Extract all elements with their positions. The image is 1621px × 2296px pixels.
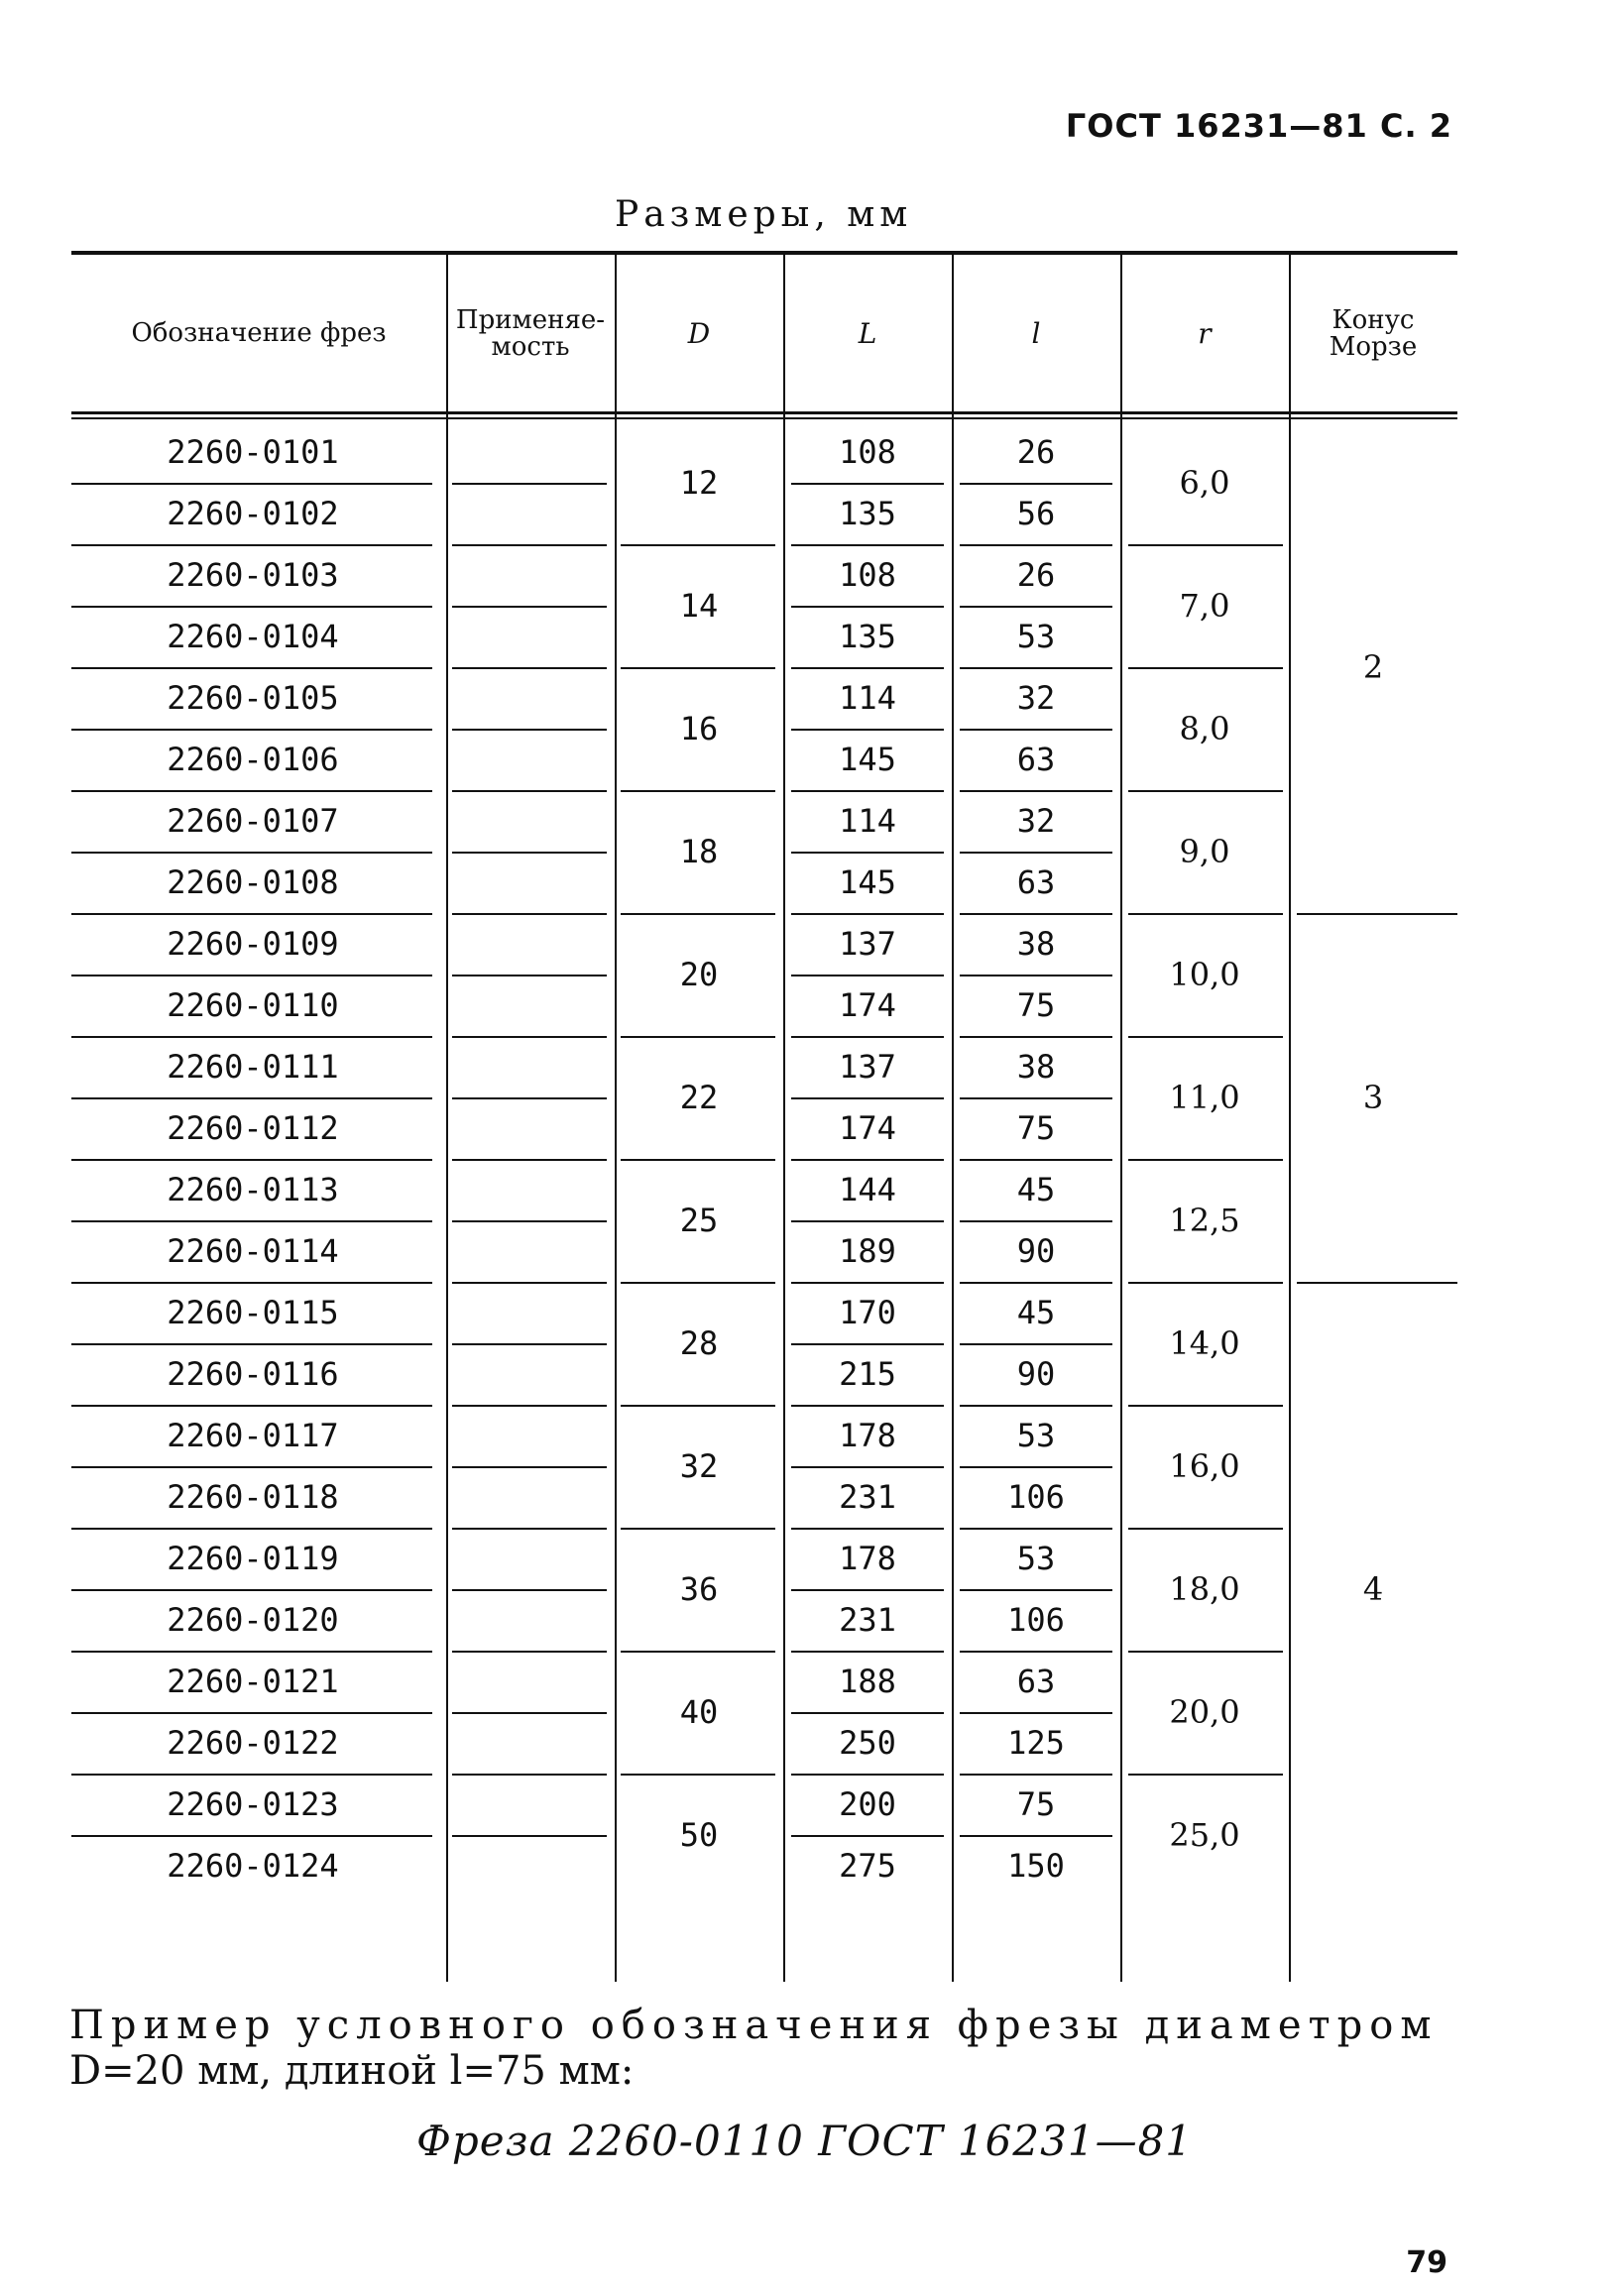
header-rule — [71, 411, 1457, 414]
designation-cell: 2260-0104 — [167, 618, 339, 655]
designation-cell: 2260-0118 — [167, 1478, 339, 1516]
L-cell: 200 — [839, 1785, 896, 1823]
designation-cell: 2260-0103 — [167, 556, 339, 594]
l-cell: 26 — [1016, 556, 1056, 594]
L-cell: 178 — [839, 1417, 896, 1454]
dimensions-table — [71, 243, 1457, 1966]
designation-cell: 2260-0120 — [167, 1601, 339, 1639]
page-number: 79 — [1406, 2245, 1447, 2280]
D-cell: 12 — [679, 464, 719, 502]
L-cell: 135 — [839, 495, 896, 532]
l-cell: 53 — [1016, 618, 1056, 655]
r-cell: 7,0 — [1179, 587, 1230, 625]
l-cell: 106 — [1007, 1478, 1065, 1516]
row-rule — [452, 1282, 607, 1284]
L-cell: 108 — [839, 433, 896, 471]
r-cell: 6,0 — [1179, 464, 1230, 502]
morse-cone-cell: 2 — [1362, 648, 1384, 686]
l-cell: 75 — [1016, 1109, 1056, 1147]
example-paragraph — [69, 2003, 1457, 2094]
l-cell: 125 — [1007, 1724, 1065, 1762]
D-cell: 18 — [679, 833, 719, 870]
r-cell: 16,0 — [1169, 1447, 1240, 1485]
row-rule — [452, 1528, 607, 1530]
D-cell: 16 — [679, 710, 719, 747]
row-rule — [452, 1343, 607, 1345]
L-cell: 114 — [839, 802, 896, 840]
D-cell: 36 — [679, 1570, 719, 1608]
row-rule — [452, 1405, 607, 1407]
D-cell: 25 — [679, 1202, 719, 1239]
header-rule-double — [71, 417, 1457, 419]
row-rule — [452, 1712, 607, 1714]
designation-cell: 2260-0119 — [167, 1540, 339, 1577]
L-cell: 189 — [839, 1232, 896, 1270]
L-cell: 178 — [839, 1540, 896, 1577]
L-cell: 137 — [839, 925, 896, 963]
row-rule — [452, 1835, 607, 1837]
l-cell: 32 — [1016, 802, 1056, 840]
row-rule — [452, 1589, 607, 1591]
row-rule — [452, 729, 607, 731]
row-rule — [452, 1159, 607, 1161]
r-cell: 12,5 — [1169, 1202, 1240, 1239]
row-rule — [452, 667, 607, 669]
r-cell: 10,0 — [1169, 956, 1240, 993]
designation-cell: 2260-0123 — [167, 1785, 339, 1823]
r-cell: 9,0 — [1179, 833, 1230, 870]
l-cell: 53 — [1016, 1540, 1056, 1577]
designation-cell: 2260-0105 — [167, 679, 339, 717]
column-separator — [446, 255, 448, 1982]
r-cell: 8,0 — [1179, 710, 1230, 747]
r-cell: 11,0 — [1169, 1079, 1240, 1116]
L-cell: 114 — [839, 679, 896, 717]
l-cell: 53 — [1016, 1417, 1056, 1454]
row-rule — [452, 1097, 607, 1099]
r-cell: 20,0 — [1169, 1693, 1240, 1731]
D-cell: 14 — [679, 587, 719, 625]
r-cell: 25,0 — [1169, 1816, 1240, 1854]
table-caption: Размеры, мм — [615, 194, 913, 235]
row-rule — [452, 790, 607, 792]
designation-cell: 2260-0116 — [167, 1355, 339, 1393]
l-cell: 150 — [1007, 1847, 1065, 1885]
designation-cell: 2260-0110 — [167, 986, 339, 1024]
l-cell: 75 — [1016, 986, 1056, 1024]
L-cell: 174 — [839, 1109, 896, 1147]
example-line-1: Пример условного обозначения фрезы диаметром — [69, 2003, 1439, 2048]
L-cell: 231 — [839, 1478, 896, 1516]
designation-cell: 2260-0124 — [167, 1847, 339, 1885]
morse-cone-cell: 3 — [1362, 1079, 1384, 1116]
l-cell: 38 — [1016, 925, 1056, 963]
l-cell: 56 — [1016, 495, 1056, 532]
l-cell: 32 — [1016, 679, 1056, 717]
designation-cell: 2260-0102 — [167, 495, 339, 532]
L-cell: 231 — [839, 1601, 896, 1639]
l-cell: 38 — [1016, 1048, 1056, 1086]
table-top-rule — [71, 251, 1457, 255]
L-cell: 275 — [839, 1847, 896, 1885]
designation-cell: 2260-0106 — [167, 741, 339, 778]
row-rule — [452, 1036, 607, 1038]
l-cell: 26 — [1016, 433, 1056, 471]
l-cell: 63 — [1016, 863, 1056, 901]
L-cell: 188 — [839, 1663, 896, 1700]
designation-cell: 2260-0114 — [167, 1232, 339, 1270]
L-cell: 137 — [839, 1048, 896, 1086]
header-applicability: Применяе-мость — [455, 304, 606, 362]
header-designation: Обозначение фрез — [131, 318, 387, 349]
row-rule — [452, 852, 607, 854]
L-cell: 174 — [839, 986, 896, 1024]
header-L: L — [858, 317, 877, 351]
row-rule — [452, 1774, 607, 1776]
row-rule — [452, 975, 607, 976]
designation-cell: 2260-0111 — [167, 1048, 339, 1086]
designation-cell: 2260-0109 — [167, 925, 339, 963]
L-cell: 215 — [839, 1355, 896, 1393]
l-cell: 63 — [1016, 741, 1056, 778]
l-cell: 45 — [1016, 1171, 1056, 1208]
example-designation: Фреза 2260-0110 ГОСТ 16231—81 — [416, 2117, 1194, 2165]
D-cell: 22 — [679, 1079, 719, 1116]
L-cell: 250 — [839, 1724, 896, 1762]
designation-cell: 2260-0101 — [167, 433, 339, 471]
L-cell: 108 — [839, 556, 896, 594]
header-r: r — [1198, 317, 1212, 351]
designation-cell: 2260-0122 — [167, 1724, 339, 1762]
L-cell: 145 — [839, 863, 896, 901]
r-cell: 14,0 — [1169, 1324, 1240, 1362]
L-cell: 170 — [839, 1294, 896, 1331]
row-rule — [452, 1651, 607, 1653]
D-cell: 50 — [679, 1816, 719, 1854]
header-D: D — [687, 317, 711, 351]
l-cell: 45 — [1016, 1294, 1056, 1331]
l-cell: 63 — [1016, 1663, 1056, 1700]
l-cell: 75 — [1016, 1785, 1056, 1823]
r-cell: 18,0 — [1169, 1570, 1240, 1608]
row-rule — [452, 544, 607, 546]
row-rule — [452, 606, 607, 608]
D-cell: 28 — [679, 1324, 719, 1362]
D-cell: 40 — [679, 1693, 719, 1731]
row-rule — [452, 913, 607, 915]
designation-cell: 2260-0113 — [167, 1171, 339, 1208]
L-cell: 144 — [839, 1171, 896, 1208]
l-cell: 90 — [1016, 1355, 1056, 1393]
L-cell: 135 — [839, 618, 896, 655]
designation-cell: 2260-0107 — [167, 802, 339, 840]
D-cell: 20 — [679, 956, 719, 993]
header-morse-cone: Конус Морзе — [1329, 304, 1418, 362]
D-cell: 32 — [679, 1447, 719, 1485]
designation-cell: 2260-0112 — [167, 1109, 339, 1147]
l-cell: 106 — [1007, 1601, 1065, 1639]
designation-cell: 2260-0108 — [167, 863, 339, 901]
l-cell: 90 — [1016, 1232, 1056, 1270]
row-rule — [452, 483, 607, 485]
designation-cell: 2260-0115 — [167, 1294, 339, 1331]
example-line-2: D=20 мм, длиной l=75 мм: — [69, 2048, 635, 2094]
L-cell: 145 — [839, 741, 896, 778]
designation-cell: 2260-0117 — [167, 1417, 339, 1454]
header-l: l — [1031, 317, 1041, 351]
row-rule — [452, 1466, 607, 1468]
row-rule — [452, 1220, 607, 1222]
morse-cone-cell: 4 — [1362, 1570, 1384, 1608]
document-header: ГОСТ 16231—81 С. 2 — [1065, 107, 1452, 145]
designation-cell: 2260-0121 — [167, 1663, 339, 1700]
